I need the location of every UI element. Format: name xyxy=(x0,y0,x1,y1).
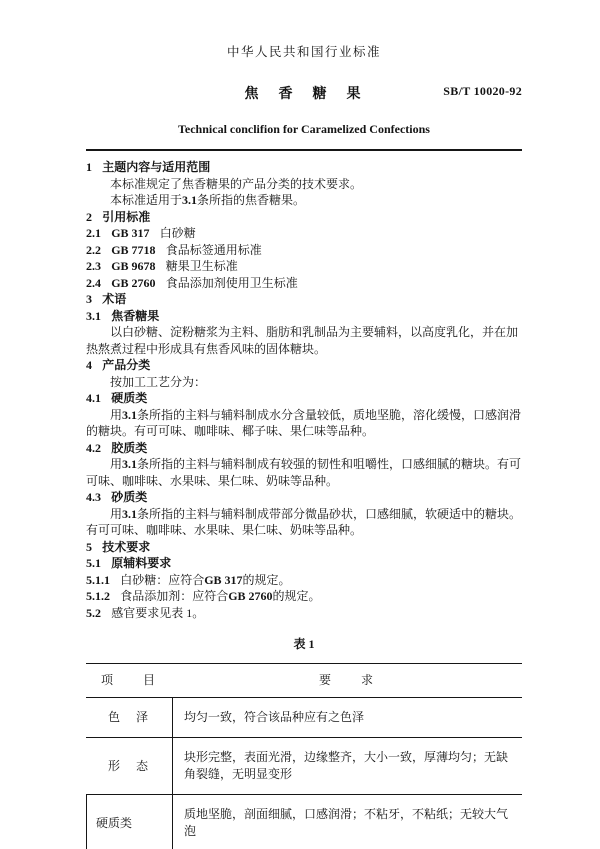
section-heading-4-1: 4.1 硬质类 xyxy=(86,391,148,405)
paragraph: 用3.1条所指的主料与辅料制成有较强的韧性和咀嚼性，口感细腻的糖块。有可可味、咖啡味、水果味、果仁味、奶味等品种。 xyxy=(86,457,522,488)
section-heading-4-2: 4.2 胶质类 xyxy=(86,440,148,455)
document-title-en: Technical conclifion for Caramelized Confections xyxy=(178,122,430,136)
table-header-row xyxy=(86,664,522,698)
reference-item: 2.1 GB 317 白砂糖 xyxy=(86,226,196,240)
reference-item: 2.4 GB 2760 食品添加剂使用卫生标准 xyxy=(86,275,298,290)
paragraph: 用3.1条所指的主料与辅料制成带部分微晶砂状，口感细腻，软硬适中的糖块。有可可味、咖啡味、水果味、果仁味、奶味等品种。 xyxy=(86,506,522,537)
table-caption: 表 1 xyxy=(293,637,315,651)
section-heading-4-3: 4.3 砂质类 xyxy=(86,490,148,504)
table-row xyxy=(86,795,522,849)
paragraph: 以白砂糖、淀粉糖浆为主料、脂肪和乳制品为主要辅料，以高度乳化，并在加热熬煮过程中形成具有焦香风味的固体糖块。 xyxy=(86,325,519,356)
header-divider-line xyxy=(86,149,522,151)
section-heading-4: 4 产品分类 xyxy=(86,358,151,372)
row-item-hard-type: 硬质类 xyxy=(86,795,172,849)
column-header-item: 项 目 xyxy=(100,673,157,687)
title-row xyxy=(86,83,522,101)
standard-number: SB/T 10020-92 xyxy=(443,84,522,98)
row-req-shape: 块形完整，表面光滑，边缘整齐，大小一致，厚薄均匀；无缺角裂缝，无明显变形 xyxy=(172,738,522,794)
section-heading-3-1: 3.1 焦香糖果 xyxy=(86,308,160,323)
section-heading-5-1: 5.1 原辅料要求 xyxy=(86,556,172,570)
section-heading-2: 2 引用标准 xyxy=(86,209,151,224)
paragraph: 本标准规定了焦香糖果的产品分类的技术要求。 xyxy=(110,176,363,191)
paragraph: 用3.1条所指的主料与辅料制成水分含量较低，质地坚脆，溶化缓慢，口感润滑的糖块。有可可味、咖啡味、椰子味、果仁味等品种。 xyxy=(86,407,522,438)
table-row xyxy=(86,698,522,738)
row-req-color: 均匀一致，符合该品种应有之色泽 xyxy=(172,698,522,737)
row-req-hard-type: 质地坚脆，剖面细腻，口感润滑；不粘牙，不粘纸；无较大气泡 xyxy=(172,795,522,849)
row-item-shape: 形 态 xyxy=(107,758,150,773)
standard-org-line: 中华人民共和国行业标准 xyxy=(226,45,381,59)
paragraph: 按加工工艺分为： xyxy=(110,374,207,389)
clause-5-1-1: 5.1.1 白砂糖：应符合GB 317的规定。 xyxy=(86,572,291,587)
clause-5-1-2: 5.1.2 食品添加剂：应符合GB 2760的规定。 xyxy=(86,589,321,603)
clause-5-2: 5.2 感官要求见表 1。 xyxy=(86,605,205,620)
reference-item: 2.2 GB 7718 食品标签通用标准 xyxy=(86,242,262,257)
sensory-requirements-table xyxy=(86,663,522,849)
document-title-cn: 焦 香 糖 果 xyxy=(244,87,364,102)
reference-item: 2.3 GB 9678 糖果卫生标准 xyxy=(86,259,238,273)
table-row xyxy=(86,738,522,795)
paragraph: 本标准适用于3.1条所指的焦香糖果。 xyxy=(110,193,306,207)
column-header-requirement: 要 求 xyxy=(318,673,375,687)
section-heading-3: 3 术语 xyxy=(86,292,127,306)
document-body xyxy=(86,159,522,621)
section-heading-1: 1 主题内容与适用范围 xyxy=(86,160,211,174)
row-item-color: 色 泽 xyxy=(107,710,150,724)
section-heading-5: 5 技术要求 xyxy=(86,539,151,554)
